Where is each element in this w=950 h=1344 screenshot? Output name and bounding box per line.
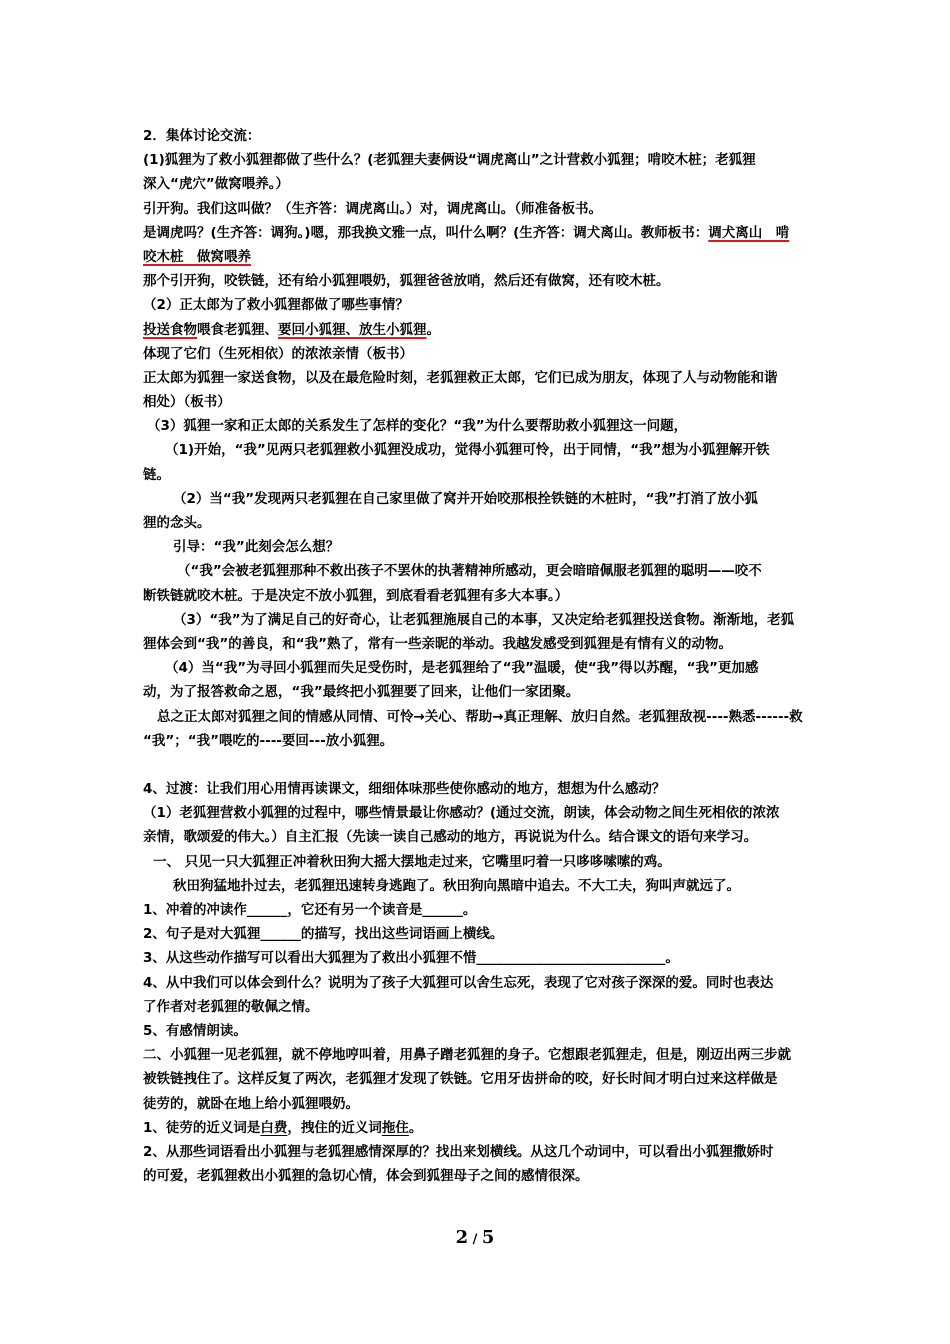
passage-line: 一、 只见一只大狐狸正冲着秋田狗大摇大摆地走过来，它嘴里叼着一只哆哆嗦嗦的鸡。 [153, 853, 671, 870]
paragraph-line [143, 318, 813, 342]
passage-line: 被铁链拽住了。这样反复了两次，老狐狸才发现了铁链。它用牙齿拼命的咬，好长时间才明白过来这样做是 [143, 1071, 778, 1088]
page-total: 5 [481, 1227, 495, 1248]
answer-word: 白费 [260, 1119, 288, 1136]
document-body [143, 124, 813, 1188]
paragraph-line: 引开狗。我们这叫做？（生齐答：调虎离山。）对，调虎离山。（师准备板书。 [143, 200, 602, 217]
exercise-line: 的可爱，老狐狸救出小狐狸的急切心情，体会到狐狸母子之间的感情很深。 [143, 1168, 589, 1185]
exercise-line [143, 1116, 813, 1140]
paragraph-line [143, 245, 813, 269]
text-run: 。 [426, 321, 440, 338]
passage-line: 秋田狗猛地扑过去，老狐狸迅速转身逃跑了。秋田狗向黑暗中追去。不大工夫，狗叫声就远了。 [173, 877, 740, 894]
paragraph-line: 总之正太郎对狐狸之间的情感从同情、可怜→关心、帮助→真正理解、放归自然。老狐狸敌视----熟悉------救 [157, 708, 803, 725]
exercise-line: 了作者对老狐狸的敬佩之情。 [143, 998, 319, 1015]
exercise-line: 2、从那些词语看出小狐狸与老狐狸感情深厚的？找出来划横线。从这几个动词中，可以看出小狐狸撒娇时 [143, 1143, 774, 1160]
page-current: 2 [455, 1227, 469, 1248]
paragraph-line: 亲情，歌颂爱的伟大。）自主汇报（先读一读自己感动的地方，再说说为什么。结合课文的语句来学习。 [143, 829, 758, 846]
paragraph-line: 深入“虎穴”做窝喂养。） [143, 176, 289, 193]
text-run: ，拽住的近义词 [287, 1119, 382, 1136]
paragraph-line: （1)开始，“我”见两只老狐狸救小狐狸没成功，觉得小狐狸可怜，出于同情，“我”想为小狐狸解开铁 [165, 442, 770, 459]
paragraph-line: 引导：“我”此刻会怎么想？ [173, 539, 340, 556]
paragraph-line: 相处）（板书） [143, 394, 231, 411]
exercise-line: 4、从中我们可以体会到什么？说明为了孩子大狐狸可以舍生忘死，表现了它对孩子深深的爱。同时也表达 [143, 974, 774, 991]
paragraph-line: 体现了它们（生死相依）的浓浓亲情（板书） [143, 345, 413, 362]
page-number [0, 1227, 950, 1248]
answer-word: 拖住 [381, 1119, 409, 1136]
paragraph-line [143, 221, 813, 245]
blackboard-note: 调犬离山 啃 [708, 224, 790, 241]
paragraph-line: （“我”会被老狐狸那种不救出孩子不罢休的执著精神所感动，更会暗暗佩服老狐狸的聪明——咬不 [177, 563, 762, 580]
paragraph-line: (1)狐狸为了救小狐狸都做了些什么？(老狐狸夫妻俩设“调虎离山”之计营救小狐狸；啃咬木桩；老狐狸 [143, 152, 756, 169]
text-run: 是调虎吗？(生齐答：调狗。)嗯，那我换文雅一点，叫什么啊？(生齐答：调犬离山。教师板书： [143, 224, 709, 241]
paragraph-line: 狸的念头。 [143, 515, 211, 531]
section-heading: 4、过渡：让我们用心用情再读课文，细细体味那些使你感动的地方，想想为什么感动？ [143, 781, 666, 798]
heading-discussion: 2．集体讨论交流： [143, 128, 261, 144]
text-run: 喂食老狐狸、 [197, 321, 278, 338]
paragraph-line: 动，为了报答救命之恩，“我”最终把小狐狸要了回来，让他们一家团聚。 [143, 684, 580, 701]
exercise-line: 5、有感情朗读。 [143, 1022, 247, 1039]
passage-line: 二、小狐狸一见老狐狸，就不停地哼叫着，用鼻子蹭老狐狸的身子。它想跟老狐狸走，但是，刚迈出两三步就 [143, 1047, 791, 1064]
paragraph-line: （3）“我”为了满足自己的好奇心，让老狐狸施展自己的本事，又决定给老狐狸投送食物。渐渐地，老狐 [173, 611, 795, 628]
exercise-line: 1、冲着的冲读作______，它还有另一个读音是______。 [143, 902, 477, 918]
key-phrase: 要回小狐狸、放生小狐狸 [278, 321, 427, 338]
exercise-line: 3、从这些动作描写可以看出大狐狸为了救出小狐狸不惜____________________________。 [143, 950, 679, 967]
paragraph-line: 链。 [143, 466, 170, 483]
paragraph-line: 正太郎为狐狸一家送食物，以及在最危险时刻，老狐狸救正太郎，它们已成为朋友，体现了人与动物能和谐 [143, 369, 778, 386]
page-separator: / [468, 1232, 482, 1247]
paragraph-line: （4）当“我”为寻回小狐狸而失足受伤时，是老狐狸给了“我”温暖，使“我”得以苏醒，“我”更加感 [165, 660, 759, 677]
question-line: （3）狐狸一家和正太郎的关系发生了怎样的变化？“我”为什么要帮助救小狐狸这一问题， [147, 418, 688, 435]
paragraph-line: 狸体会到“我”的善良，和“我”熟了，常有一些亲昵的举动。我越发感受到狐狸是有情有义的动物。 [143, 635, 732, 652]
paragraph-line: “我”；“我”喂吃的----要回---放小狐狸。 [143, 732, 394, 749]
text-run: 1、徒劳的近义词是 [143, 1119, 261, 1136]
question-line: （2）正太郎为了救小狐狸都做了哪些事情？ [143, 297, 409, 314]
paragraph-line: 断铁链就咬木桩。于是决定不放小狐狸，到底看看老狐狸有多大本事。） [143, 587, 569, 604]
paragraph-line: 那个引开狗，咬铁链，还有给小狐狸喂奶，狐狸爸爸放哨，然后还有做窝，还有咬木桩。 [143, 273, 670, 290]
paragraph-line: （2）当“我”发现两只老狐狸在自己家里做了窝并开始咬那根拴铁链的木桩时，“我”打消了放小狐 [173, 490, 758, 507]
passage-line: 徒劳的，就卧在地上给小狐狸喂奶。 [143, 1095, 359, 1112]
key-phrase: 投送食物 [143, 321, 197, 338]
blank-line [143, 753, 813, 777]
text-run: 。 [408, 1119, 423, 1136]
blackboard-note: 咬木桩 做窝喂养 [143, 248, 251, 265]
paragraph-line: （1）老狐狸营救小狐狸的过程中，哪些情景最让你感动？(通过交流，朗读，体会动物之间生死相依的浓浓 [143, 805, 780, 822]
exercise-line: 2、句子是对大狐狸______的描写，找出这些词语画上横线。 [143, 926, 504, 943]
